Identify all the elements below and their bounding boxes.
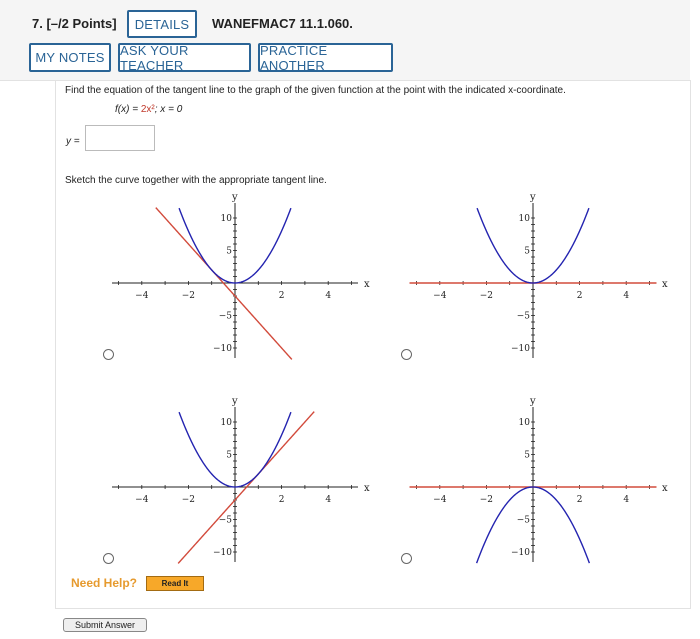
x-tick-label: 2 <box>278 291 285 301</box>
need-help-label: Need Help? <box>71 576 138 590</box>
x-tick-label: 4 <box>623 495 630 505</box>
graph-option-4 <box>408 394 673 566</box>
y-tick-label: −5 <box>516 515 530 526</box>
radio-option-4[interactable] <box>401 553 412 564</box>
y-tick-label: 5 <box>226 246 232 257</box>
y-tick-label: 5 <box>226 450 232 461</box>
x-tick-label: 4 <box>325 291 332 301</box>
read-it-button[interactable]: Read It <box>146 576 204 591</box>
sketch-prompt: Sketch the curve together with the appropriate tangent line. <box>65 175 327 186</box>
x-tick-label: −2 <box>479 291 494 301</box>
answer-label: y = <box>66 136 80 147</box>
x-tick-label: 2 <box>278 495 285 505</box>
x-tick-label: −4 <box>433 291 447 301</box>
y-tick-label: 10 <box>518 418 530 428</box>
tangent-line <box>178 412 314 564</box>
x-tick-label: −2 <box>479 495 494 505</box>
y-axis-label: y <box>232 192 238 203</box>
x-tick-label: 2 <box>576 291 583 301</box>
x-tick-label: −4 <box>135 291 149 301</box>
x-tick-label: 4 <box>623 291 630 301</box>
y-axis-label: y <box>530 192 536 203</box>
x-tick-label: −2 <box>181 291 196 301</box>
graph-option-3 <box>110 394 375 566</box>
y-tick-label: 5 <box>524 450 530 461</box>
y-tick-label: −10 <box>213 548 232 558</box>
tangent-answer-input[interactable] <box>85 125 155 151</box>
y-tick-label: 10 <box>220 418 232 428</box>
problem-prompt: Find the equation of the tangent line to the graph of the given function at the point with the indicated x-coordinate. <box>65 85 566 96</box>
question-number: 7. [–/2 Points] <box>32 16 117 31</box>
question-code: WANEFMAC7 11.1.060. <box>212 16 353 31</box>
function-point: ; x = 0 <box>154 104 183 115</box>
submit-answer-button[interactable]: Submit Answer <box>63 618 147 632</box>
y-tick-label: −5 <box>516 311 530 322</box>
practice-another-button[interactable]: PRACTICE ANOTHER <box>258 43 393 72</box>
y-tick-label: −10 <box>511 548 530 558</box>
y-tick-label: 10 <box>220 214 232 224</box>
radio-option-1[interactable] <box>103 349 114 360</box>
graph-option-1 <box>110 190 375 362</box>
x-tick-label: −2 <box>181 495 196 505</box>
x-axis-label: x <box>364 279 370 290</box>
y-axis-label: y <box>232 396 238 407</box>
y-tick-label: −5 <box>218 311 232 322</box>
x-tick-label: −4 <box>433 495 447 505</box>
function-rhs: 2x² <box>140 104 155 115</box>
x-tick-label: 2 <box>576 495 583 505</box>
ask-teacher-button[interactable]: ASK YOUR TEACHER <box>118 43 251 72</box>
details-button[interactable]: DETAILS <box>127 10 197 38</box>
y-tick-label: 10 <box>518 214 530 224</box>
y-tick-label: −10 <box>511 344 530 354</box>
y-tick-label: −5 <box>218 515 232 526</box>
radio-option-3[interactable] <box>103 553 114 564</box>
graph-option-2 <box>408 190 673 362</box>
y-tick-label: 5 <box>524 246 530 257</box>
y-axis-label: y <box>530 396 536 407</box>
x-tick-label: 4 <box>325 495 332 505</box>
radio-option-2[interactable] <box>401 349 412 360</box>
function-lhs: f(x) = <box>115 104 141 115</box>
tangent-line <box>156 208 292 360</box>
x-axis-label: x <box>364 483 370 494</box>
x-tick-label: −4 <box>135 495 149 505</box>
x-axis-label: x <box>662 279 668 290</box>
function-formula <box>115 104 182 115</box>
my-notes-button[interactable]: MY NOTES <box>29 43 111 72</box>
x-axis-label: x <box>662 483 668 494</box>
y-tick-label: −10 <box>213 344 232 354</box>
